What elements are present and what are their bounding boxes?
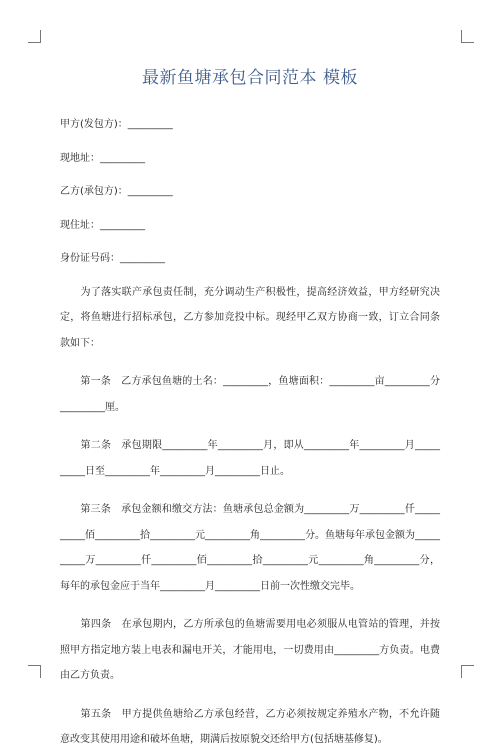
clause-3	[60, 497, 440, 599]
text-line: 每年的承包金应于当年_________月_________日前一次性缴交完毕。	[60, 580, 360, 592]
party-b-address-field: 现住址：_________	[60, 219, 145, 231]
text-line: 由乙方负责。	[60, 670, 120, 681]
text-line: 第四条 在承包期内，乙方所承包的鱼塘需要用电必须服从电管站的管理，并按	[60, 619, 440, 630]
text-line: 意改变其使用用途和破坏鱼塘，期满后按原貌交还给甲方(包括塘基修复)。	[60, 734, 388, 745]
text-line: 第二条 承包期限_________年_________月，即从_________年_________月_____	[60, 440, 440, 451]
clause-5	[60, 702, 440, 753]
document-title: 最新鱼塘承包合同范本 模板	[142, 68, 358, 88]
party-a-field: 甲方(发包方)：_________	[60, 119, 173, 130]
crop-mark-bottom-left	[28, 665, 41, 678]
text-line: 第一条 乙方承包鱼塘的土名：_________，鱼塘面积：_________亩_________分	[60, 376, 440, 387]
crop-mark-bottom-right	[461, 665, 474, 678]
clause-2	[60, 433, 440, 484]
party-a-address-field: 现地址：_________	[60, 152, 145, 164]
clause-1	[60, 369, 440, 420]
text-line: 照甲方指定地方装上电表和漏电开关，才能用电，一切费用由_________方负责。电费	[60, 644, 440, 656]
document-body	[60, 112, 440, 753]
text-line: _____日至_________年_________月_________日止。	[60, 465, 290, 477]
text-line: 第五条 甲方提供鱼塘给乙方承包经营，乙方必须按规定养殖水产物，不允许随	[60, 708, 440, 720]
text-line: 款如下：	[60, 337, 100, 349]
crop-mark-top-left	[28, 30, 41, 43]
text-line: 为了落实联产承包责任制，充分调动生产积极性，提高经济效益，甲方经研究决	[60, 286, 440, 298]
text-line: _____万_________仟_________佰_________拾_________元_________角_________分，	[60, 555, 440, 566]
text-line: 定，将鱼塘进行招标承包，乙方参加竞投中标。现经甲乙双方协商一致，订立合同条	[60, 312, 440, 323]
crop-mark-top-right	[461, 30, 474, 43]
text-line: _________厘。	[60, 401, 125, 413]
id-number-field: 身份证号码：_________	[60, 253, 165, 264]
party-b-field: 乙方(承包方)：_________	[60, 186, 173, 197]
text-line: _____佰_________拾_________元_________角_________分。鱼塘每年承包金额为_____	[60, 529, 440, 541]
clause-4	[60, 612, 440, 689]
paragraph-preamble	[60, 280, 440, 357]
text-line: 第三条 承包金额和缴交方法：鱼塘承包总金额为_________万_________仟_____	[60, 504, 440, 515]
